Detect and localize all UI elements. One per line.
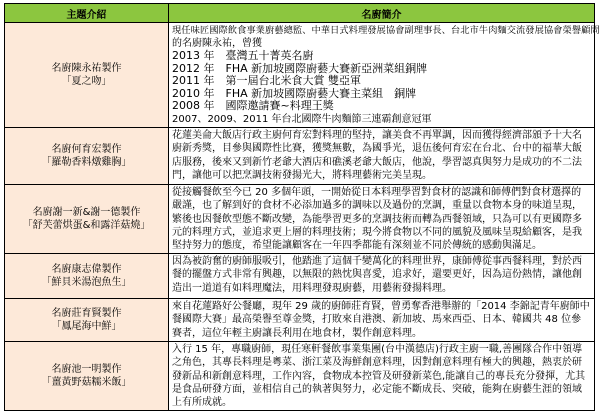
theme-dish: 「鳳尾海中鮮」	[51, 321, 122, 333]
bio-line: 的名廚陳永祐，曾獲	[172, 38, 262, 50]
header-chef-bio: 名廚簡介	[169, 4, 595, 23]
theme-dish: 「薑黃野菇糯米飯」	[41, 377, 132, 389]
bio-cell	[169, 299, 595, 342]
table-row	[5, 128, 595, 185]
theme-chef: 名廚何育宏製作	[51, 144, 122, 156]
bio-line: 2011 年 第一屆台北米食大賞 雙亞軍	[172, 74, 361, 88]
bio-text: 因為被韵奮的廚師服吸引，他踏進了這個千變萬化的料理世界，康師傅從事西餐料理，對於西餐的擺盤方式非常有興趣，以無限的熱忱與喜愛，追求好，還要更好，因為這份熱情，讓他創造出一道道有如料理魔法，用料理發現廚藝，用藝術發揚料理。	[172, 256, 582, 294]
table-row	[5, 342, 595, 411]
bio-line: 2008 年 國際邀請賽~料理王獎	[172, 99, 334, 113]
bio-text: 花蓮美侖大飯店行政主廚何育宏對料理的堅持，讓美食不再單調，因而獲得經濟部頒予十大名廚新秀獎，目參與國際性比賽，獲獎無數，為國爭光，退伍後何育宏在台北、台中的福華大飯店服務，後來又到新竹老爺大酒店和礁溪老爺大飯店，他說，學習認真與努力是成功的不二法門，讓他可以把烹調技術發揚光大，將料理藝術完美呈現。	[172, 130, 582, 181]
bio-line: 2012 年 FHA 新加坡國際廚藝大賽新亞洲菜組銅牌	[172, 61, 428, 75]
theme-dish: 「鮮貝米湯泡魚生」	[41, 277, 132, 289]
bio-cell	[169, 128, 595, 185]
bio-text: 來自花蓮路好公餐廳，現年 29 歲的廚師莊育賢，曾勇奪香港舉辦的「2014 李錦記青年廚師中餐國際大賽」最高榮譽至尊金獎，打敗來自港澳、新加坡、馬來西亞、日本、韓國共 48 位參賽者，這位年輕主廚讓長利用在地食材，製作創意料理。	[172, 301, 590, 339]
table-row	[5, 299, 595, 342]
bio-cell	[169, 23, 600, 128]
theme-cell	[5, 342, 169, 411]
header-theme: 主題介紹	[5, 4, 169, 23]
theme-dish: 「夏之吻」	[61, 76, 112, 88]
theme-chef: 名廚莊育賢製作	[51, 308, 122, 320]
bio-line: 2010 年 FHA 新加坡國際廚藝大賽主菜組 銅牌	[172, 86, 417, 100]
theme-dish: 「羅勒香料燉雞胸」	[41, 157, 132, 169]
table-row	[5, 185, 595, 254]
table-row	[5, 254, 595, 299]
theme-cell	[5, 185, 169, 254]
theme-cell	[5, 299, 169, 342]
theme-dish: 「舒芙蕾烘蛋&和露洋菇燒」	[22, 220, 151, 232]
chef-table	[4, 3, 600, 411]
bio-cell	[169, 185, 595, 254]
bio-cell	[169, 342, 595, 411]
table-header-row	[5, 4, 595, 23]
bio-text: 從接觸餐飲至今已 20 多個年頭，一開始從日本料理學習對食材的認識和師傅們對食材選擇的嚴謹，也了解到好的食材不必添加過多的調味以及過份的烹調，重量以食物本身的味道呈現，繁後也因餐飲型態不斷改變，為能學習更多的烹調技術而轉為西餐領域，只為可以有更國際多元的料理方式，並追求更上層的料理技術；現今將食物以不同的風貌及風味呈現給顧客，是我堅持努力的態度，希望能讓顧客在一年四季都能有深刻並不同於傳統的感動與滿足。	[172, 187, 582, 251]
bio-cell	[169, 254, 595, 299]
theme-cell	[5, 128, 169, 185]
theme-cell	[5, 23, 169, 128]
bio-line: 2013 年 臺灣五十菁英名廚	[172, 49, 314, 63]
theme-chef: 名廚陳永祐製作	[51, 63, 122, 75]
theme-chef: 名廚謝一新&謝一德製作	[32, 207, 141, 219]
bio-line: 2007、2009、2011 年台北國際牛肉麵節三連霸創意冠軍	[172, 113, 432, 125]
bio-line: 現任味匠國際飲食事業廚藝總監、中華日式料理發展協會副理事長、台北市牛肉麵交流發展協會榮譽顧問	[172, 25, 600, 36]
theme-cell	[5, 254, 169, 299]
table-row	[5, 23, 595, 128]
bio-text: 入行 15 年，專職廚師，現任寒軒餐飲事業集團(台中漢德店)行政主廚一職,善團隊合作中領導之角色，其專長料理是粵菜、浙江菜及海鮮創意料理，因對創意料理有極大的興趣，熱衷於研發新品和新創意料理，工作內容，食物成本控管及研發新菜色,能讓自己的專長充分發揮，尤其是食品研發方面，並相信自己的執著與努力，必定能不斷成長、突破，能夠在廚藝生涯的領域上有所成就。	[172, 344, 586, 408]
theme-chef: 名廚池一明製作	[51, 364, 122, 376]
theme-chef: 名廚康志偉製作	[51, 264, 122, 276]
